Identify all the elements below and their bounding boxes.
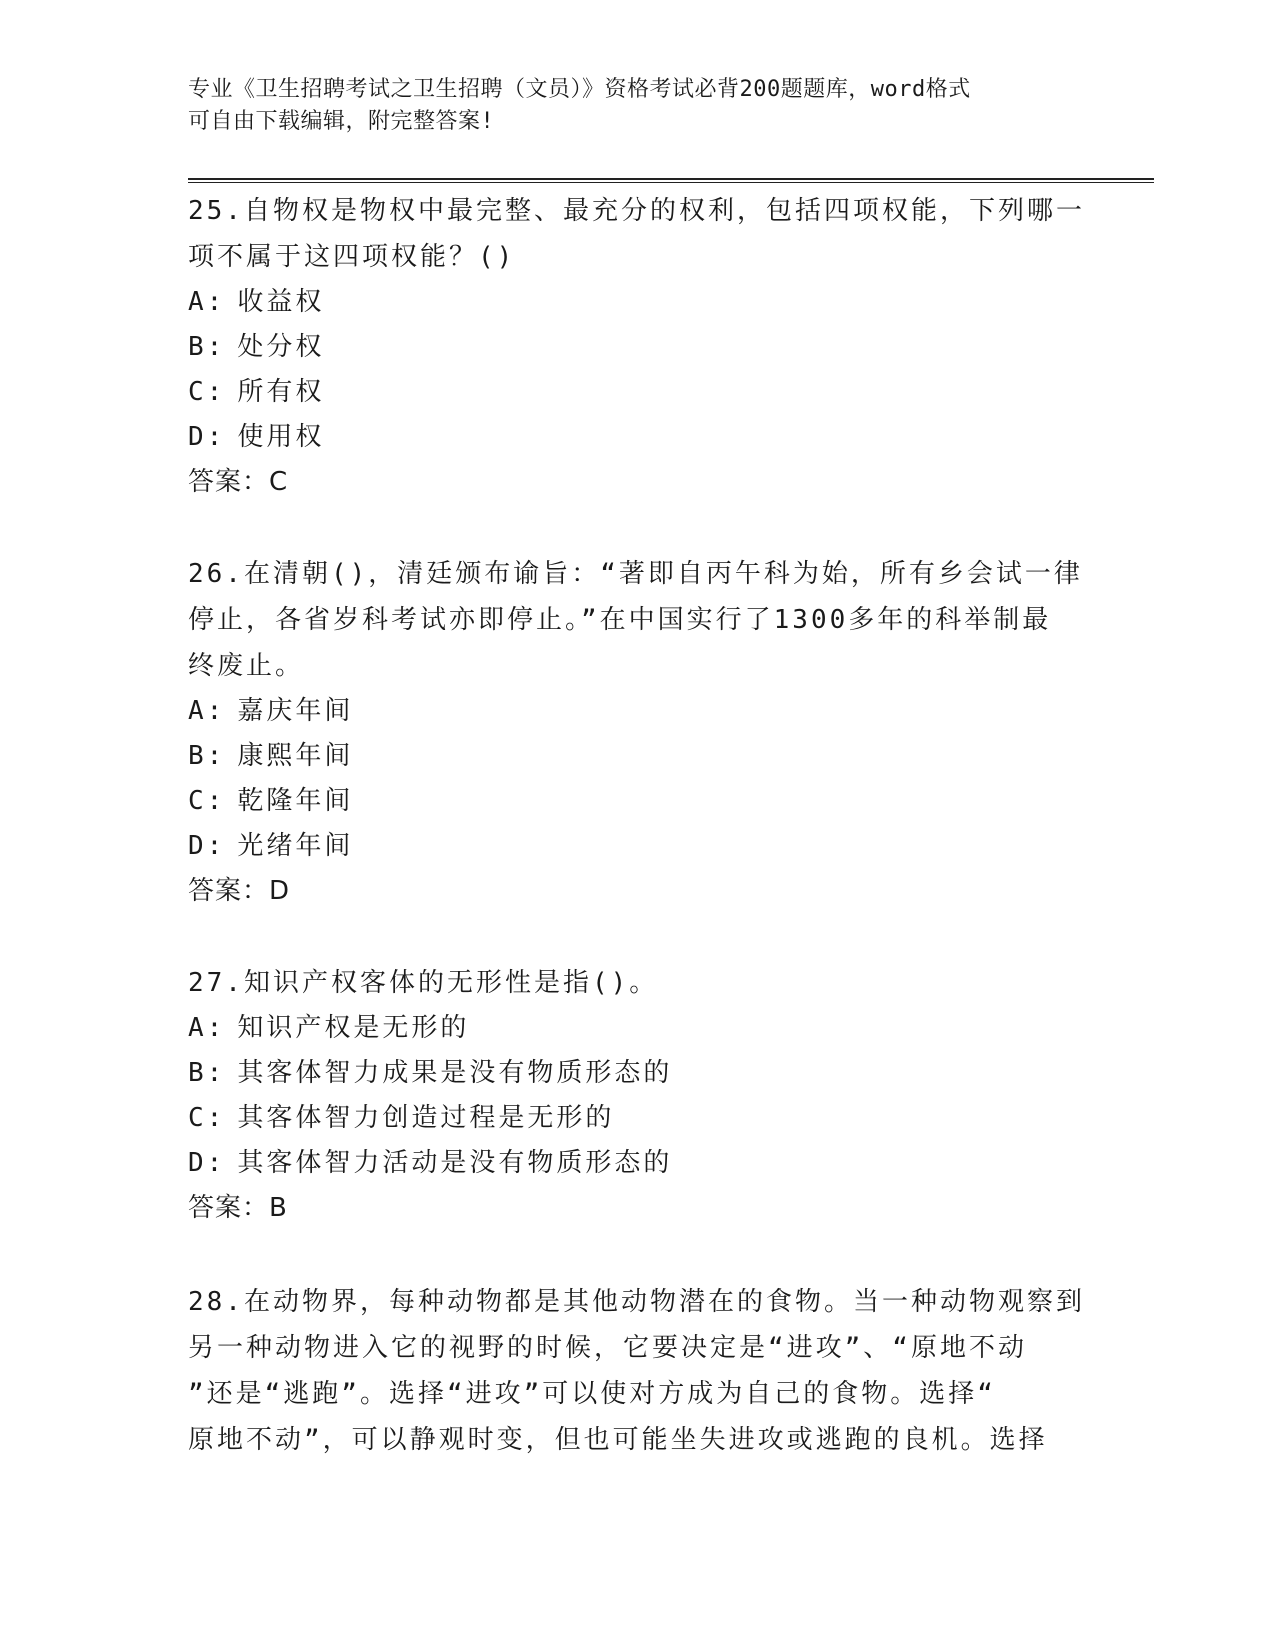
question-text-line: 终废止。 <box>188 651 305 681</box>
option-text: 康熙年间 <box>237 741 354 771</box>
option-text: 知识产权是无形的 <box>237 1013 470 1043</box>
option-a <box>188 689 1088 734</box>
option-text: 使用权 <box>237 422 325 452</box>
question-text-line: 26.在清朝()，清廷颁布谕旨：“著即自丙午科为始，所有乡会试一律 <box>188 559 1083 589</box>
question-text-line: 28.在动物界，每种动物都是其他动物潜在的食物。当一种动物观察到 <box>188 1287 1085 1317</box>
question-28 <box>188 1279 1088 1463</box>
header-line-2: 可自由下载编辑，附完整答案! <box>188 109 495 134</box>
option-letter: D: <box>188 422 226 452</box>
question-text-line: 27.知识产权客体的无形性是指()。 <box>188 968 659 998</box>
option-text: 光绪年间 <box>237 831 354 861</box>
question-27 <box>188 960 1088 1230</box>
question-text-line: 25.自物权是物权中最完整、最充分的权利，包括四项权能，下列哪一 <box>188 196 1085 226</box>
question-text-line: 原地不动”，可以静观时变，但也可能坐失进攻或逃跑的良机。选择 <box>188 1425 1048 1455</box>
option-letter: B: <box>188 1058 226 1088</box>
option-letter: A: <box>188 1013 226 1043</box>
header-line-1: 专业《卫生招聘考试之卫生招聘（文员）》资格考试必背200题题库，word格式 <box>188 77 971 102</box>
question-25 <box>188 188 1088 504</box>
header-divider-thin <box>188 182 1154 183</box>
option-letter: C: <box>188 1103 226 1133</box>
question-text-line: 停止，各省岁科考试亦即停止。”在中国实行了1300多年的科举制最 <box>188 605 1052 635</box>
option-letter: C: <box>188 377 226 407</box>
answer-line: 答案：C <box>188 467 289 497</box>
option-letter: A: <box>188 696 226 726</box>
option-text: 收益权 <box>237 287 325 317</box>
question-text-line: ”还是“逃跑”。选择“进攻”可以使对方成为自己的食物。选择“ <box>188 1379 996 1409</box>
option-text: 嘉庆年间 <box>237 696 354 726</box>
option-d <box>188 824 1088 869</box>
option-letter: D: <box>188 1148 226 1178</box>
option-a <box>188 280 1088 325</box>
option-c <box>188 370 1088 415</box>
option-b <box>188 325 1088 370</box>
document-header <box>188 74 1088 138</box>
answer-line: 答案：B <box>188 1193 288 1223</box>
option-letter: C: <box>188 786 226 816</box>
option-a <box>188 1006 1088 1051</box>
option-text: 乾隆年间 <box>237 786 354 816</box>
option-d <box>188 1141 1088 1186</box>
question-text-line: 另一种动物进入它的视野的时候，它要决定是“进攻”、“原地不动 <box>188 1333 1027 1363</box>
header-divider-thick <box>188 178 1154 180</box>
option-c <box>188 779 1088 824</box>
question-text-line: 项不属于这四项权能？() <box>188 242 516 272</box>
option-c <box>188 1096 1088 1141</box>
option-text: 其客体智力成果是没有物质形态的 <box>237 1058 673 1088</box>
option-letter: B: <box>188 332 226 362</box>
option-text: 其客体智力活动是没有物质形态的 <box>237 1148 673 1178</box>
option-text: 其客体智力创造过程是无形的 <box>237 1103 615 1133</box>
question-26 <box>188 551 1088 913</box>
option-text: 处分权 <box>237 332 325 362</box>
option-d <box>188 415 1088 460</box>
option-text: 所有权 <box>237 377 325 407</box>
option-b <box>188 1051 1088 1096</box>
option-letter: B: <box>188 741 226 771</box>
option-letter: A: <box>188 287 226 317</box>
option-b <box>188 734 1088 779</box>
option-letter: D: <box>188 831 226 861</box>
answer-line: 答案：D <box>188 876 291 906</box>
